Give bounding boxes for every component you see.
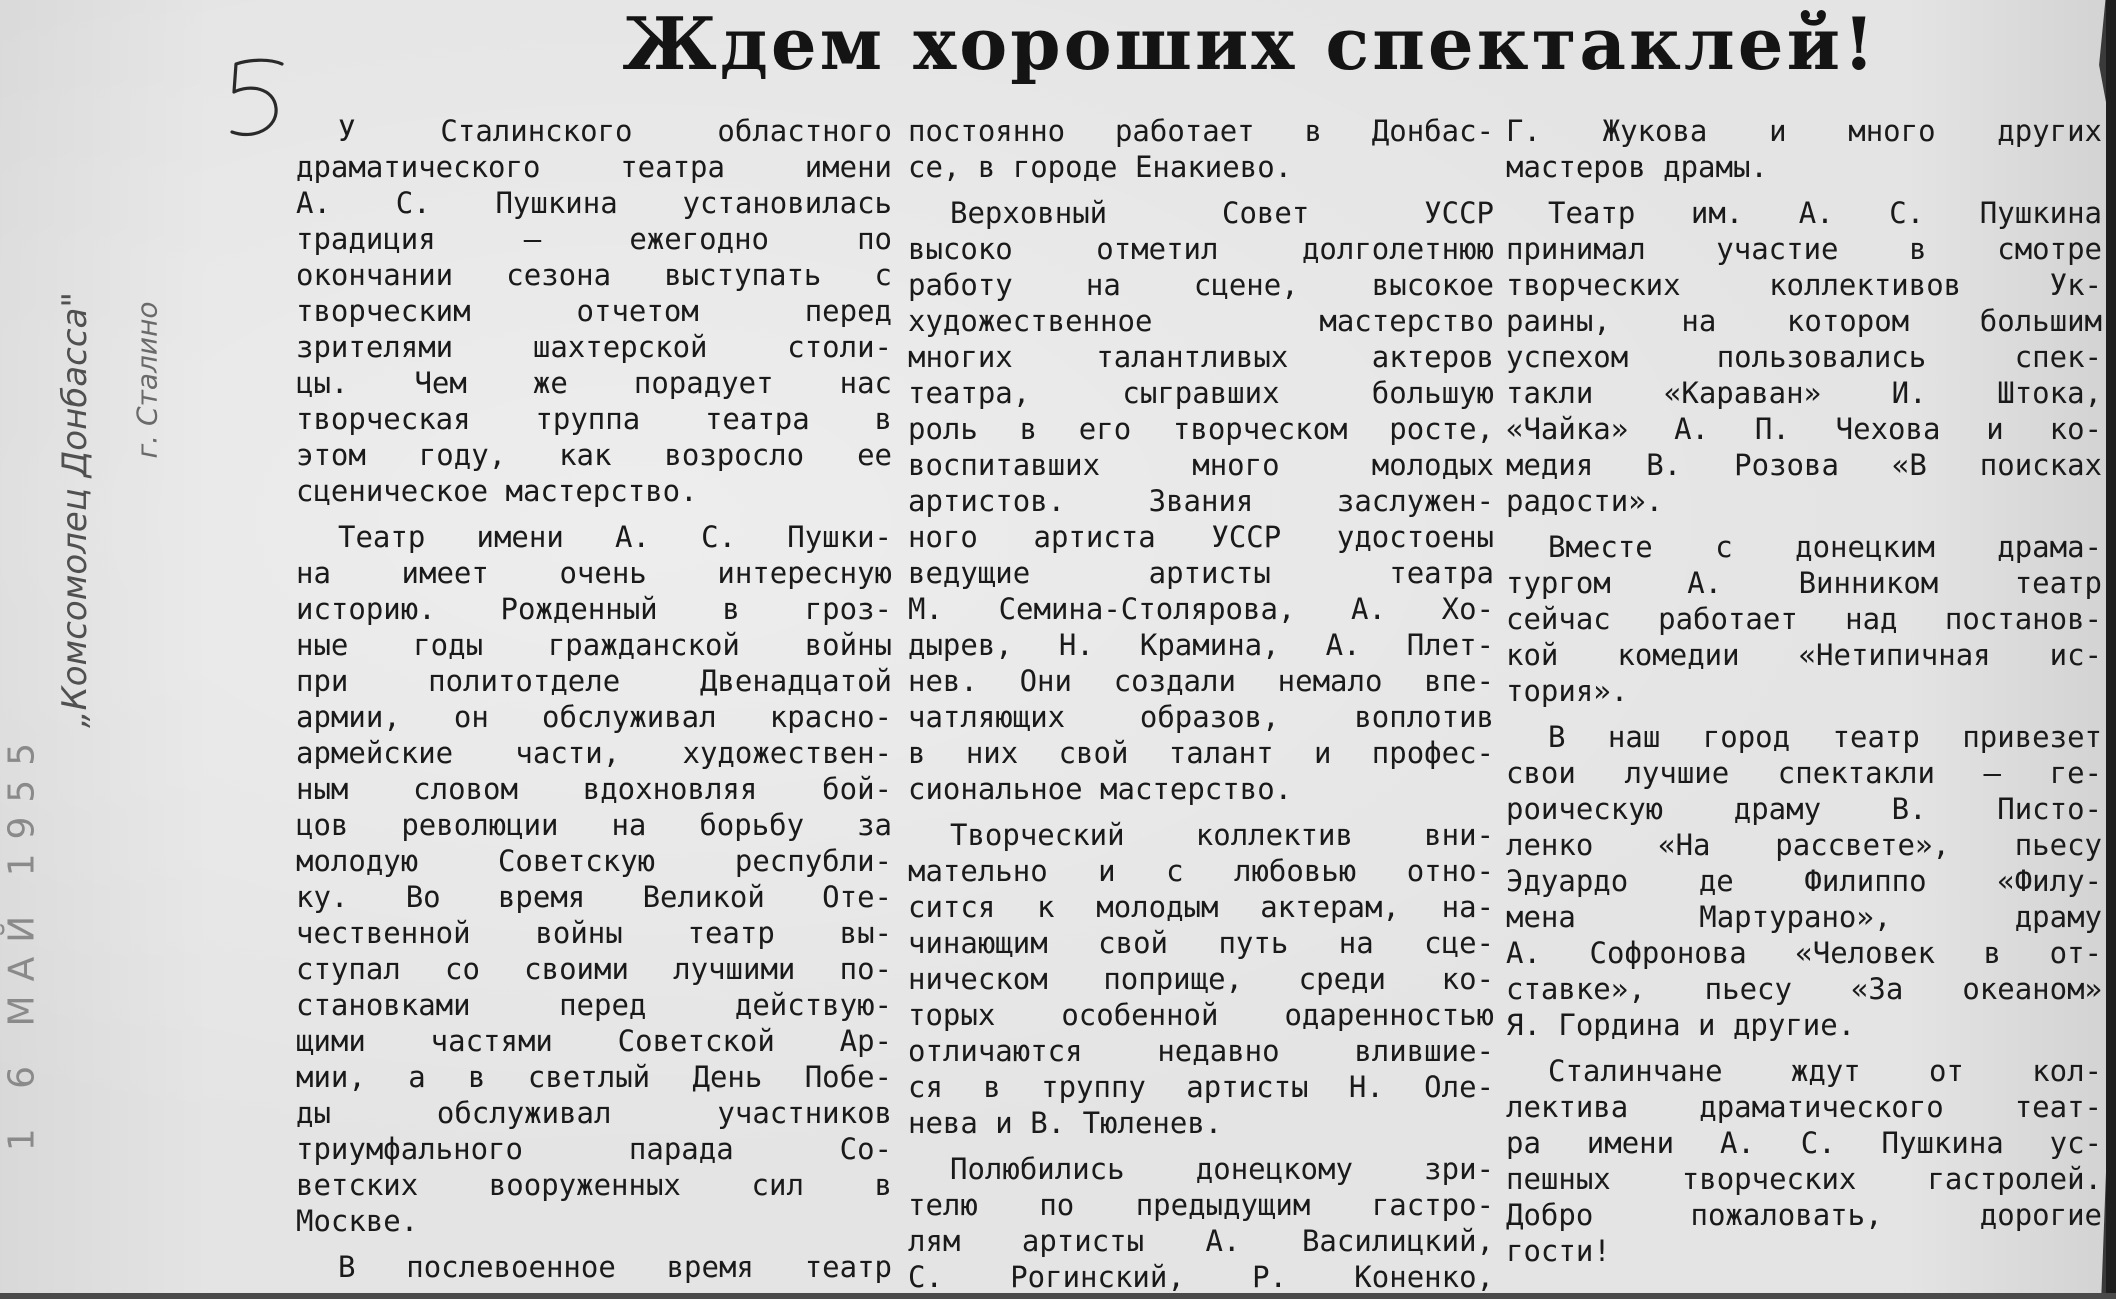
article-text-line: телю по предыдущим гастро-	[908, 1188, 1494, 1222]
date-stamp-text: 1 6 МАЙ 1955	[1, 728, 43, 1152]
scan-edge-bottom	[0, 1293, 2116, 1299]
paragraph-gap	[908, 807, 1494, 817]
article-text-line: ветских вооруженных сил в	[296, 1168, 892, 1202]
article-text-line: дырев, Н. Крамина, А. Плет-	[908, 628, 1494, 662]
article-text-line: чинающим свой путь на сце-	[908, 926, 1494, 960]
article-text-line: Я. Гордина и другие.	[1506, 1008, 1856, 1042]
article-text-line: армии, он обслуживал красно-	[296, 700, 892, 734]
article-text-line: лектива драматического теат-	[1506, 1090, 2102, 1124]
article-text-line: триумфального парада Со-	[296, 1132, 892, 1166]
article-text-line: армейские части, художествен-	[296, 736, 892, 770]
article-text-line: цов революции на борьбу за	[296, 808, 892, 842]
article-text-line: се, в городе Енакиево.	[908, 150, 1293, 184]
article-text-line: гости!	[1506, 1234, 1611, 1268]
article-text-line: артистов. Звания заслужен-	[908, 484, 1494, 518]
article-text-line: историю. Рожденный в гроз-	[296, 592, 892, 626]
article-text-line: Эдуардо де Филиппо «Филу-	[1506, 864, 2102, 898]
article-text-line: В послевоенное время театр	[338, 1250, 892, 1284]
article-text-line: принимал участие в смотре	[1506, 232, 2102, 266]
article-text-line: такли «Караван» И. Штока,	[1506, 376, 2102, 410]
article-headline: Ждем хороших спектаклей!	[622, 1, 1878, 86]
article-text-line: «Чайка» А. П. Чехова и ко-	[1506, 412, 2102, 446]
article-text-line: творческая труппа театра в	[296, 402, 892, 436]
article-text-line: успехом пользовались спек-	[1506, 340, 2102, 374]
article-text-line: свои лучшие спектакли — ге-	[1506, 756, 2102, 790]
article-text-line: творческим отчетом перед	[296, 294, 892, 328]
paragraph-gap	[1506, 1043, 2102, 1053]
article-text-line: этом году, как возросло ее	[296, 438, 892, 472]
article-text-line: воспитавших много молодых	[908, 448, 1494, 482]
article-text-line: при политотделе Двенадцатой	[296, 664, 892, 698]
article-text-line: на имеет очень интересную	[296, 556, 892, 590]
article-text-line: роическую драму В. Писто-	[1506, 792, 2102, 826]
date-stamp	[0, 730, 44, 1150]
article-text-line: Театр имени А. С. Пушки-	[338, 520, 892, 554]
article-text-line: ра имени А. С. Пушкина ус-	[1506, 1126, 2102, 1160]
article-text-line: медия В. Розова «В поисках	[1506, 448, 2102, 482]
article-text-line: в них свой талант и профес-	[908, 736, 1494, 770]
article-text-line: тория».	[1506, 674, 1629, 708]
article-text-line: кой комедии «Нетипичная ис-	[1506, 638, 2102, 672]
article-text-line: Вместе с донецким драма-	[1548, 530, 2102, 564]
article-text-line: сценическое мастерство.	[296, 474, 698, 508]
source-annotation	[20, 250, 190, 770]
article-text-line: щими частями Советской Ар-	[296, 1024, 892, 1058]
article-text-line: творческих коллективов Ук-	[1506, 268, 2102, 302]
article-text-line: отличаются недавно влившие-	[908, 1034, 1494, 1068]
article-text-line: У Сталинского областного	[338, 114, 892, 148]
article-column-3	[1506, 113, 2102, 1293]
article-text-line: мательно и с любовью отно-	[908, 854, 1494, 888]
article-text-line: постоянно работает в Донбас-	[908, 114, 1494, 148]
article-text-line: чественной войны театр вы-	[296, 916, 892, 950]
article-text-line: ного артиста УССР удостоены	[908, 520, 1494, 554]
article-text-line: нев. Они создали немало впе-	[908, 664, 1494, 698]
article-text-line: Театр им. А. С. Пушкина	[1548, 196, 2102, 230]
article-text-line: становками перед действую-	[296, 988, 892, 1022]
paragraph-gap	[1506, 519, 2102, 529]
paragraph-gap	[1506, 185, 2102, 195]
article-text-line: тургом А. Винником театр	[1506, 566, 2102, 600]
newspaper-name: „Комсомолец Донбасса"	[55, 291, 95, 729]
article-column-2	[908, 113, 1494, 1293]
article-text-line: раины, на котором большим	[1506, 304, 2102, 338]
article-text-line: многих талантливых актеров	[908, 340, 1494, 374]
paragraph-gap	[908, 185, 1494, 195]
article-text-line: мена Мартурано», драму	[1506, 900, 2102, 934]
article-text-line: ленко «На рассвете», пьесу	[1506, 828, 2102, 862]
article-text-line: Москве.	[296, 1204, 419, 1238]
article-text-line: Добро пожаловать, дорогие	[1506, 1198, 2102, 1232]
article-text-line: Творческий коллектив вни-	[950, 818, 1494, 852]
article-column-1	[296, 113, 892, 1293]
article-text-line: художественное мастерство	[908, 304, 1494, 338]
scan-edge-right	[2106, 0, 2116, 1299]
article-text-line: высоко отметил долголетнюю	[908, 232, 1494, 266]
article-text-line: Сталинчане ждут от кол-	[1548, 1054, 2102, 1088]
article-text-line: Полюбились донецкому зри-	[950, 1152, 1494, 1186]
newspaper-city: г. Сталино	[130, 301, 164, 459]
article-text-line: С. Рогинский, Р. Коненко,	[908, 1260, 1494, 1293]
article-text-line: пешных творческих гастролей.	[1506, 1162, 2102, 1196]
article-text-line: мастеров драмы.	[1506, 150, 1768, 184]
article-text-line: ся в труппу артисты Н. Оле-	[908, 1070, 1494, 1104]
article-text-line: сится к молодым актерам, на-	[908, 890, 1494, 924]
article-text-line: радости».	[1506, 484, 1664, 518]
paragraph-gap	[296, 509, 892, 519]
article-text-line: ку. Во время Великой Оте-	[296, 880, 892, 914]
article-text-line: ставке», пьесу «За океаном»	[1506, 972, 2102, 1006]
article-text-line: А. С. Пушкина установилась	[296, 186, 892, 220]
article-text-line: сейчас работает над постанов-	[1506, 602, 2102, 636]
article-text-line: ническом поприще, среди ко-	[908, 962, 1494, 996]
article-text-line: лям артисты А. Василицкий,	[908, 1224, 1494, 1258]
article-text-line: ведущие артисты театра	[908, 556, 1494, 590]
article-text-line: М. Семина-Столярова, А. Хо-	[908, 592, 1494, 626]
article-text-line: Верховный Совет УССР	[950, 196, 1494, 230]
article-text-line: драматического театра имени	[296, 150, 892, 184]
article-text-line: молодую Советскую республи-	[296, 844, 892, 878]
paragraph-gap	[908, 1141, 1494, 1151]
article-text-line: нева и В. Тюленев.	[908, 1106, 1223, 1140]
article-text-line: А. Софронова «Человек в от-	[1506, 936, 2102, 970]
article-text-line: театра, сыгравших большую	[908, 376, 1494, 410]
article-text-line: традиция — ежегодно по	[296, 222, 892, 256]
paragraph-gap	[1506, 709, 2102, 719]
article-text-line: ступал со своими лучшими по-	[296, 952, 892, 986]
article-text-line: цы. Чем же порадует нас	[296, 366, 892, 400]
article-text-line: ным словом вдохновляя бой-	[296, 772, 892, 806]
article-text-line: чатляющих образов, воплотив	[908, 700, 1494, 734]
article-text-line: роль в его творческом росте,	[908, 412, 1494, 446]
article-text-line: ные годы гражданской войны	[296, 628, 892, 662]
article-text-line: торых особенной одаренностью	[908, 998, 1494, 1032]
article-text-line: окончании сезона выступать с	[296, 258, 892, 292]
article-text-line: ды обслуживал участников	[296, 1096, 892, 1130]
article-text-line: работу на сцене, высокое	[908, 268, 1494, 302]
article-text-line: сиональное мастерство.	[908, 772, 1293, 806]
article-text-line: зрителями шахтерской столи-	[296, 330, 892, 364]
article-text-line: В наш город театр привезет	[1548, 720, 2102, 754]
article-text-line: мии, а в светлый День Побе-	[296, 1060, 892, 1094]
article-text-line: Г. Жукова и много других	[1506, 114, 2102, 148]
handwritten-page-number	[220, 50, 300, 150]
paragraph-gap	[296, 1239, 892, 1249]
